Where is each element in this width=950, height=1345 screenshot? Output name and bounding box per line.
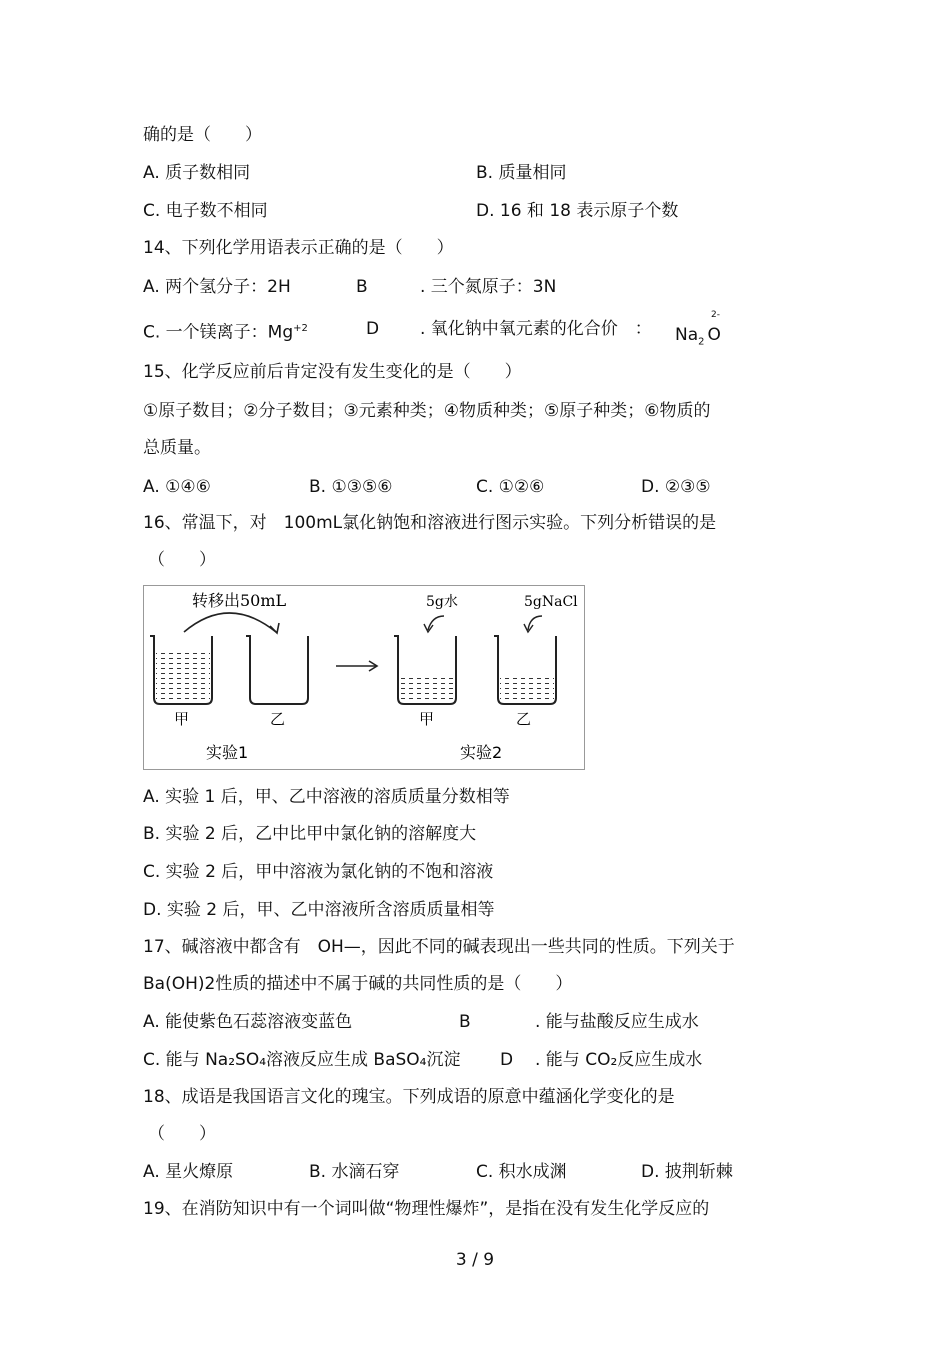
label-yi-exp1: 乙 — [270, 710, 286, 728]
q14-option-a: A. 两个氢分子：2H — [143, 277, 291, 297]
q17-stem-line2: Ba(OH)2性质的描述中不属于碱的共同性质的是（ ） — [143, 974, 573, 994]
q19-stem: 19、在消防知识中有一个词叫做“物理性爆炸”，是指在没有发生化学反应的 — [143, 1199, 710, 1219]
q18-option-a: A. 星火燎原 — [143, 1162, 234, 1182]
q17-option-b-text: . 能与盐酸反应生成水 — [535, 1012, 699, 1032]
beaker-jia-exp2 — [394, 636, 456, 704]
q15-option-d: D. ②③⑤ — [641, 477, 711, 497]
q13-option-c: C. 电子数不相同 — [143, 201, 268, 221]
experiment-figure — [143, 585, 585, 770]
q13-option-b: B. 质量相同 — [476, 163, 567, 183]
q15-items-line2: 总质量。 — [143, 438, 211, 458]
experiment-diagram — [144, 586, 584, 769]
solution-jia-exp1 — [156, 653, 210, 703]
q18-option-b: B. 水滴石穿 — [309, 1162, 400, 1182]
beaker-yi-exp1-outline — [246, 636, 308, 704]
q14-formula-sub: 2 — [698, 336, 705, 348]
q16-paren: （ ） — [148, 550, 216, 570]
q14-option-d-formula — [675, 324, 721, 353]
transfer-arrowhead — [270, 623, 279, 633]
q13-option-d: D. 16 和 18 表示原子个数 — [476, 201, 679, 221]
q17-option-a: A. 能使紫色石蕊溶液变蓝色 — [143, 1012, 353, 1032]
beaker-jia-exp1 — [150, 636, 212, 704]
q14-option-c — [143, 318, 308, 344]
label-jia-exp2: 甲 — [419, 710, 435, 728]
label-exp2: 实验2 — [460, 743, 503, 762]
q15-option-b: B. ①③⑤⑥ — [309, 477, 393, 497]
q14-option-d-letter: D — [366, 319, 380, 339]
label-jia-exp1: 甲 — [174, 710, 190, 728]
q15-stem: 15、化学反应前后肯定没有发生变化的是（ ） — [143, 362, 522, 382]
q16-option-b: B. 实验 2 后，乙中比甲中氯化钠的溶解度大 — [143, 824, 477, 844]
q15-option-c: C. ①②⑥ — [476, 477, 545, 497]
q18-paren: （ ） — [148, 1124, 216, 1144]
q16-option-d: D. 实验 2 后，甲、乙中溶液所含溶质质量相等 — [143, 900, 495, 920]
label-exp1: 实验1 — [206, 743, 249, 762]
q13-stem-tail: 确的是（ ） — [143, 125, 262, 145]
solution-yi-exp2 — [500, 678, 554, 703]
beaker-yi-exp1 — [246, 636, 308, 704]
q15-option-a: A. ①④⑥ — [143, 477, 211, 497]
q17-option-c: C. 能与 Na₂SO₄溶液反应生成 BaSO₄沉淀 — [143, 1050, 461, 1070]
solution-jia-exp2 — [400, 678, 454, 703]
transfer-arrow — [184, 613, 276, 632]
q17-option-b-letter: B — [459, 1012, 471, 1032]
label-nacl: 5gNaCl — [524, 594, 578, 610]
q17-option-d-text: . 能与 CO₂反应生成水 — [535, 1050, 703, 1070]
q14-option-b-letter: B — [356, 277, 368, 297]
q14-formula-o: O — [707, 325, 721, 345]
q18-option-d: D. 披荆斩棘 — [641, 1162, 733, 1182]
q14-formula-na: Na — [675, 325, 699, 345]
q16-stem: 16、常温下，对 100mL氯化钠饱和溶液进行图示实验。下列分析错误的是 — [143, 513, 717, 533]
beaker-yi-exp2 — [494, 636, 556, 704]
q16-option-a: A. 实验 1 后，甲、乙中溶液的溶质质量分数相等 — [143, 787, 510, 807]
q15-items-line1: ①原子数目；②分子数目；③元素种类；④物质种类；⑤原子种类；⑥物质的 — [143, 401, 711, 421]
q17-option-d-letter: D — [500, 1050, 514, 1070]
q14-option-c-charge: +2 — [293, 323, 308, 334]
q14-option-c-text: C. 一个镁离子：Mg — [143, 322, 294, 343]
q17-stem-line1: 17、碱溶液中都含有 OH—，因此不同的碱表现出一些共同的性质。下列关于 — [143, 937, 735, 957]
q14-stem: 14、下列化学用语表示正确的是（ ） — [143, 238, 454, 258]
q18-stem: 18、成语是我国语言文化的瑰宝。下列成语的原意中蕴涵化学变化的是 — [143, 1087, 675, 1107]
label-yi-exp2: 乙 — [516, 710, 532, 728]
page-number: 3 / 9 — [455, 1250, 495, 1270]
q14-option-b-text: . 三个氮原子：3N — [420, 277, 557, 297]
q13-option-a: A. 质子数相同 — [143, 163, 251, 183]
label-transfer: 转移出50mL — [192, 591, 287, 610]
q18-option-c: C. 积水成渊 — [476, 1162, 567, 1182]
q14-option-d-valence: 2- — [711, 310, 720, 320]
label-water: 5g水 — [426, 594, 458, 610]
q16-option-c: C. 实验 2 后，甲中溶液为氯化钠的不饱和溶液 — [143, 862, 494, 882]
q14-option-d-text: . 氧化钠中氧元素的化合价 ： — [420, 319, 652, 339]
